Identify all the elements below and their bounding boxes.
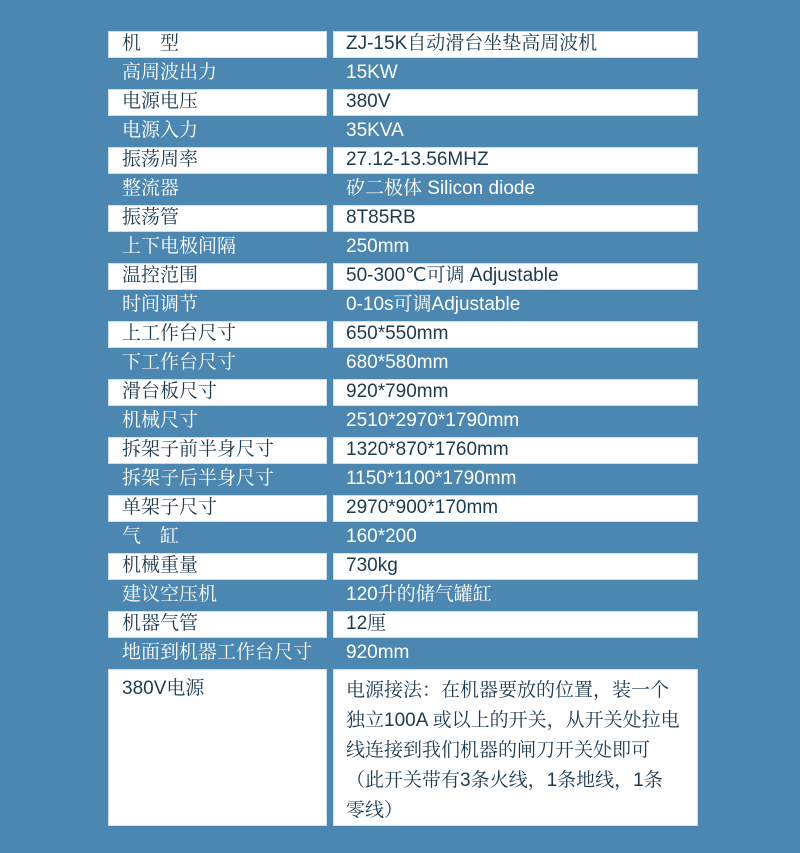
spec-row	[108, 350, 698, 377]
spec-label: 滑台板尺寸	[108, 379, 327, 406]
spec-label: 地面到机器工作台尺寸	[122, 642, 313, 664]
spec-label: 振荡周率	[108, 147, 327, 174]
spec-row	[108, 31, 698, 58]
spec-label: 建议空压机	[122, 584, 218, 606]
spec-row	[108, 234, 698, 261]
spec-row	[108, 582, 698, 609]
spec-value: 120升的储气罐缸	[346, 584, 492, 606]
spec-label: 上下电极间隔	[122, 236, 237, 258]
spec-label: 机 型	[108, 31, 327, 58]
spec-row	[108, 118, 698, 145]
spec-row	[108, 147, 698, 174]
spec-label: 高周波出力	[122, 62, 218, 84]
spec-row	[108, 466, 698, 493]
spec-value: 矽二极体 Silicon diode	[346, 178, 536, 200]
spec-row	[108, 553, 698, 580]
spec-row	[108, 408, 698, 435]
spec-value: 27.12-13.56MHZ	[333, 147, 698, 174]
spec-row	[108, 292, 698, 319]
spec-row	[108, 321, 698, 348]
spec-value: ZJ-15K自动滑台坐垫高周波机	[333, 31, 698, 58]
spec-value: 1320*870*1760mm	[333, 437, 698, 464]
spec-value: 2510*2970*1790mm	[346, 410, 520, 432]
spec-row-power-note	[108, 669, 698, 826]
spec-value: 12厘	[333, 611, 698, 638]
spec-value: 35KVA	[346, 120, 404, 142]
spec-value: 2970*900*170mm	[333, 495, 698, 522]
spec-row	[108, 495, 698, 522]
spec-label: 上工作台尺寸	[108, 321, 327, 348]
spec-label: 整流器	[122, 178, 180, 200]
spec-label: 振荡管	[108, 205, 327, 232]
spec-value: 920*790mm	[333, 379, 698, 406]
spec-row	[108, 176, 698, 203]
spec-row	[108, 611, 698, 638]
spec-row	[108, 205, 698, 232]
spec-value: 8T85RB	[333, 205, 698, 232]
spec-row	[108, 524, 698, 551]
spec-value: 920mm	[346, 642, 410, 664]
spec-value: 730kg	[333, 553, 698, 580]
spec-value: 15KW	[346, 62, 398, 84]
spec-value: 650*550mm	[333, 321, 698, 348]
spec-row	[108, 263, 698, 290]
spec-value: 380V	[333, 89, 698, 116]
spec-value: 0-10s可调Adjustable	[346, 294, 521, 316]
spec-row	[108, 640, 698, 667]
spec-label: 单架子尺寸	[108, 495, 327, 522]
spec-label: 拆架子前半身尺寸	[108, 437, 327, 464]
spec-label: 机械重量	[108, 553, 327, 580]
spec-label: 电源入力	[122, 120, 199, 142]
spec-value: 50-300℃可调 Adjustable	[333, 263, 698, 290]
spec-label: 拆架子后半身尺寸	[122, 468, 275, 490]
spec-label: 380V电源	[108, 669, 327, 826]
spec-row	[108, 60, 698, 87]
spec-row	[108, 437, 698, 464]
spec-table	[108, 31, 698, 828]
spec-label: 电源电压	[108, 89, 327, 116]
spec-label: 机械尺寸	[122, 410, 199, 432]
spec-label: 温控范围	[108, 263, 327, 290]
spec-value: 电源接法：在机器要放的位置，装一个独立100A 或以上的开关，从开关处拉电线连接到我们机器的闸刀开关处即可（此开关带有3条火线，1条地线，1条零线）	[333, 669, 698, 826]
spec-label: 气 缸	[122, 526, 180, 548]
spec-label: 时间调节	[122, 294, 199, 316]
spec-row	[108, 379, 698, 406]
spec-label: 机器气管	[108, 611, 327, 638]
spec-value: 1150*1100*1790mm	[346, 468, 517, 490]
spec-label: 下工作台尺寸	[122, 352, 237, 374]
spec-value: 250mm	[346, 236, 410, 258]
spec-value: 680*580mm	[346, 352, 449, 374]
spec-row	[108, 89, 698, 116]
spec-value: 160*200	[346, 526, 417, 548]
